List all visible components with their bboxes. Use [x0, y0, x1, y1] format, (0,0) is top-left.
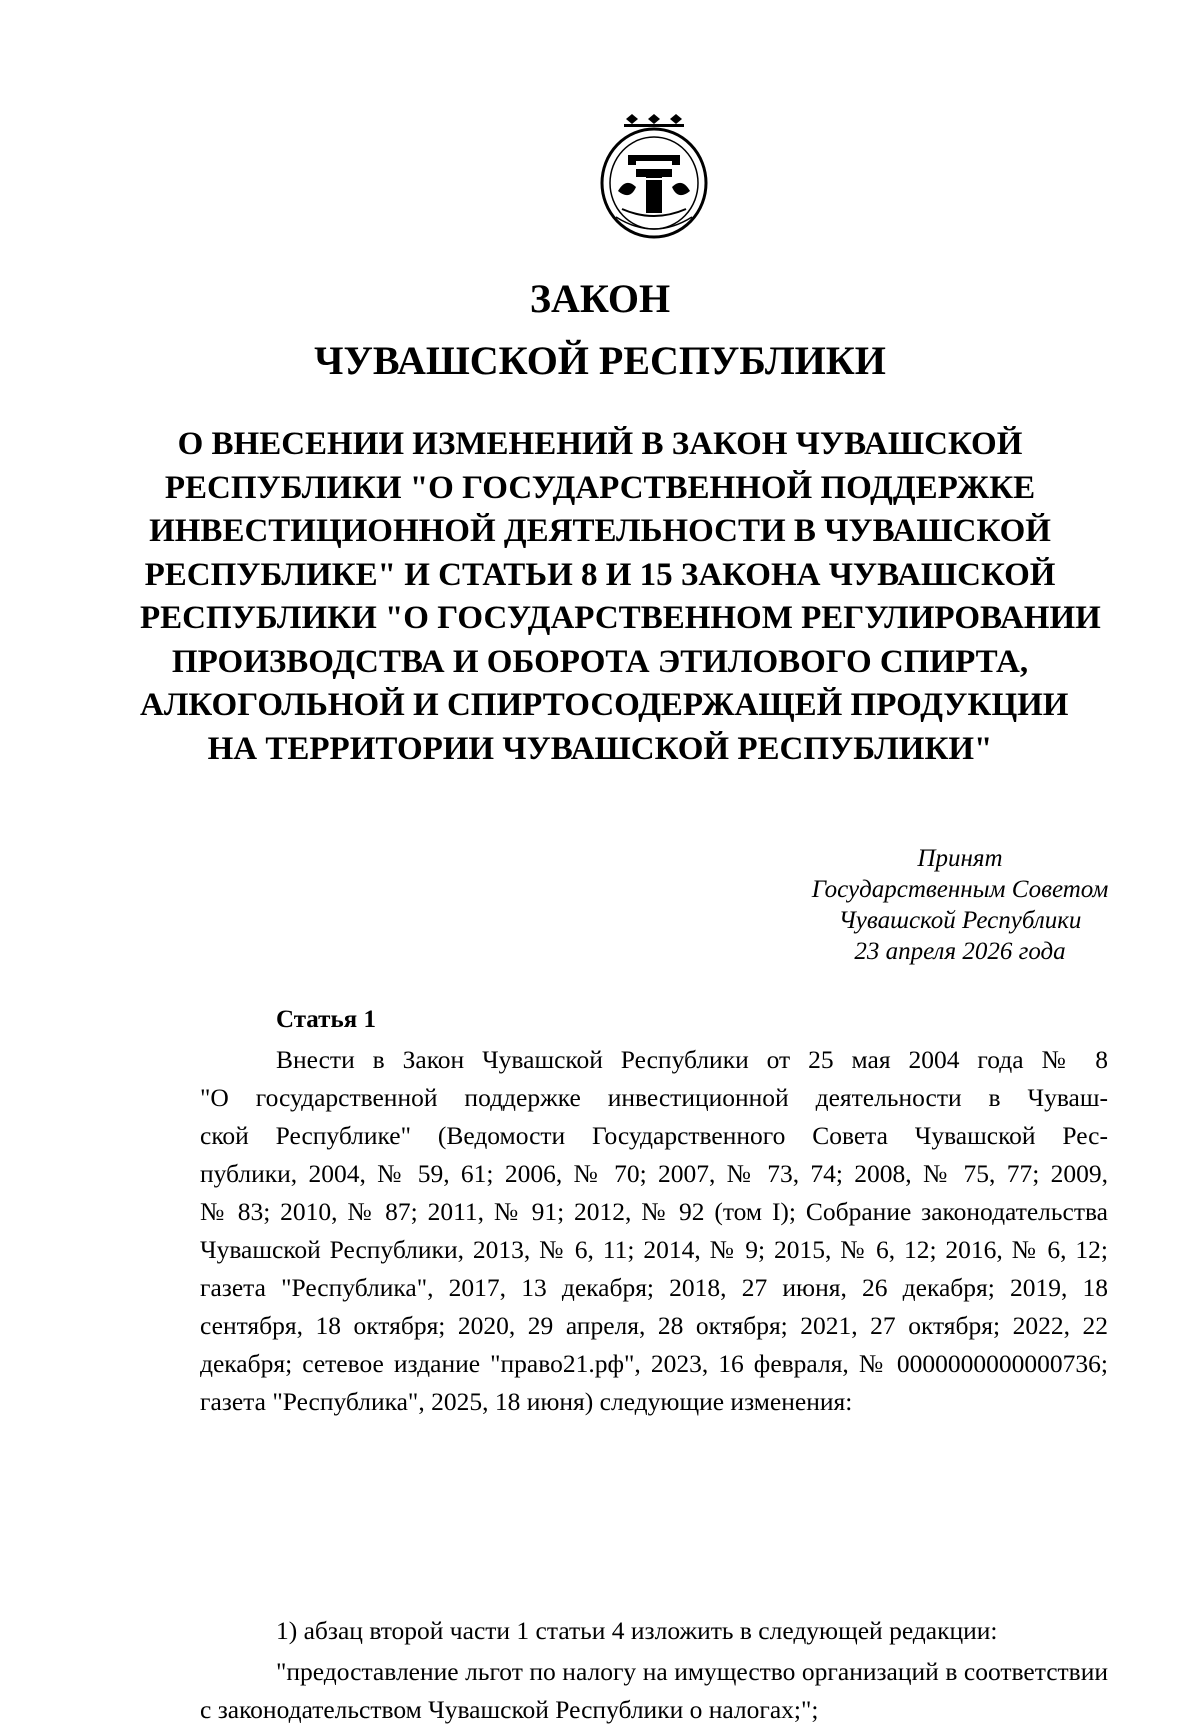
adoption-line: Чувашской Республики [838, 907, 1082, 934]
document-type-title: ЗАКОН [529, 276, 671, 321]
paragraph-line: публики, 2004, № 59, 61; 2006, № 70; 2007, № 73, 74; 2008, № 75, 77; 2009, [200, 1159, 1108, 1188]
subject-line: АЛКОГОЛЬНОЙ И СПИРТОСОДЕРЖАЩЕЙ ПРОДУКЦИИ [140, 687, 1069, 723]
subject-line: РЕСПУБЛИКИ "О ГОСУДАРСТВЕННОМ РЕГУЛИРОВАНИИ [140, 600, 1101, 636]
subject-line: ИНВЕСТИЦИОННОЙ ДЕЯТЕЛЬНОСТИ В ЧУВАШСКОЙ [149, 513, 1051, 549]
subject-line: ПРОИЗВОДСТВА И ОБОРОТА ЭТИЛОВОГО СПИРТА, [171, 643, 1029, 680]
document-authority-title: ЧУВАШСКОЙ РЕСПУБЛИКИ [314, 338, 886, 383]
article-paragraph [200, 1041, 1108, 1421]
paragraph-line: ской Республике" (Ведомости Государственного Совета Чувашской Рес- [200, 1121, 1108, 1150]
adoption-date: 23 апреля 2026 года [854, 938, 1066, 965]
adoption-note [770, 843, 1150, 967]
paragraph-line: "О государственной поддержке инвестиционной деятельности в Чуваш- [200, 1083, 1108, 1112]
paragraph-line: Внести в Закон Чувашской Республики от 25 мая 2004 года № 8 [276, 1045, 1108, 1074]
amendment-item: 1) абзац второй части 1 статьи 4 изложить в следующей редакции: [276, 1616, 998, 1645]
paragraph-continuation: № 83; 2010, № 87; 2011, № 91; 2012, № 92 (том I); Собрание законодательства Чувашской Республики, 2013, № 6, 11; 2014, № 9; 2015, № 6, 12; 2016, № 6, 12; газета "Республика", 2017, 13 декабря; 2018, 27 июня, 26 декабря; 2019, 18 сентября, 18 октября; 2020, 29 апреля, 28 октября; 2021, 27 октября; 2022, 22 декабря; сетевое издание "право21.рф", 2023, 16 февраля, № 0000000000000736; газета "Республика", 2025, 18 июня) следующие изменения: [200, 1197, 1108, 1416]
adoption-line: Государственным Советом [811, 876, 1109, 903]
amendment-quote: "предоставление льгот по налогу на имущество организаций в соответствии с законодательством Чувашской Республики о налогах;"; [200, 1657, 1108, 1724]
adoption-line: Принят [917, 845, 1003, 872]
law-subject-heading [140, 423, 1101, 771]
article-heading: Статья 1 [276, 1006, 376, 1033]
subject-line: НА ТЕРРИТОРИИ ЧУВАШСКОЙ РЕСПУБЛИКИ" [207, 730, 993, 767]
chuvash-emblem-icon [596, 113, 712, 241]
subject-line: РЕСПУБЛИКИ "О ГОСУДАРСТВЕННОЙ ПОДДЕРЖКЕ [164, 469, 1036, 506]
subject-line: РЕСПУБЛИКЕ" И СТАТЬИ 8 И 15 ЗАКОНА ЧУВАШСКОЙ [144, 556, 1056, 593]
subject-line: О ВНЕСЕНИИ ИЗМЕНЕНИЙ В ЗАКОН ЧУВАШСКОЙ [177, 426, 1023, 462]
